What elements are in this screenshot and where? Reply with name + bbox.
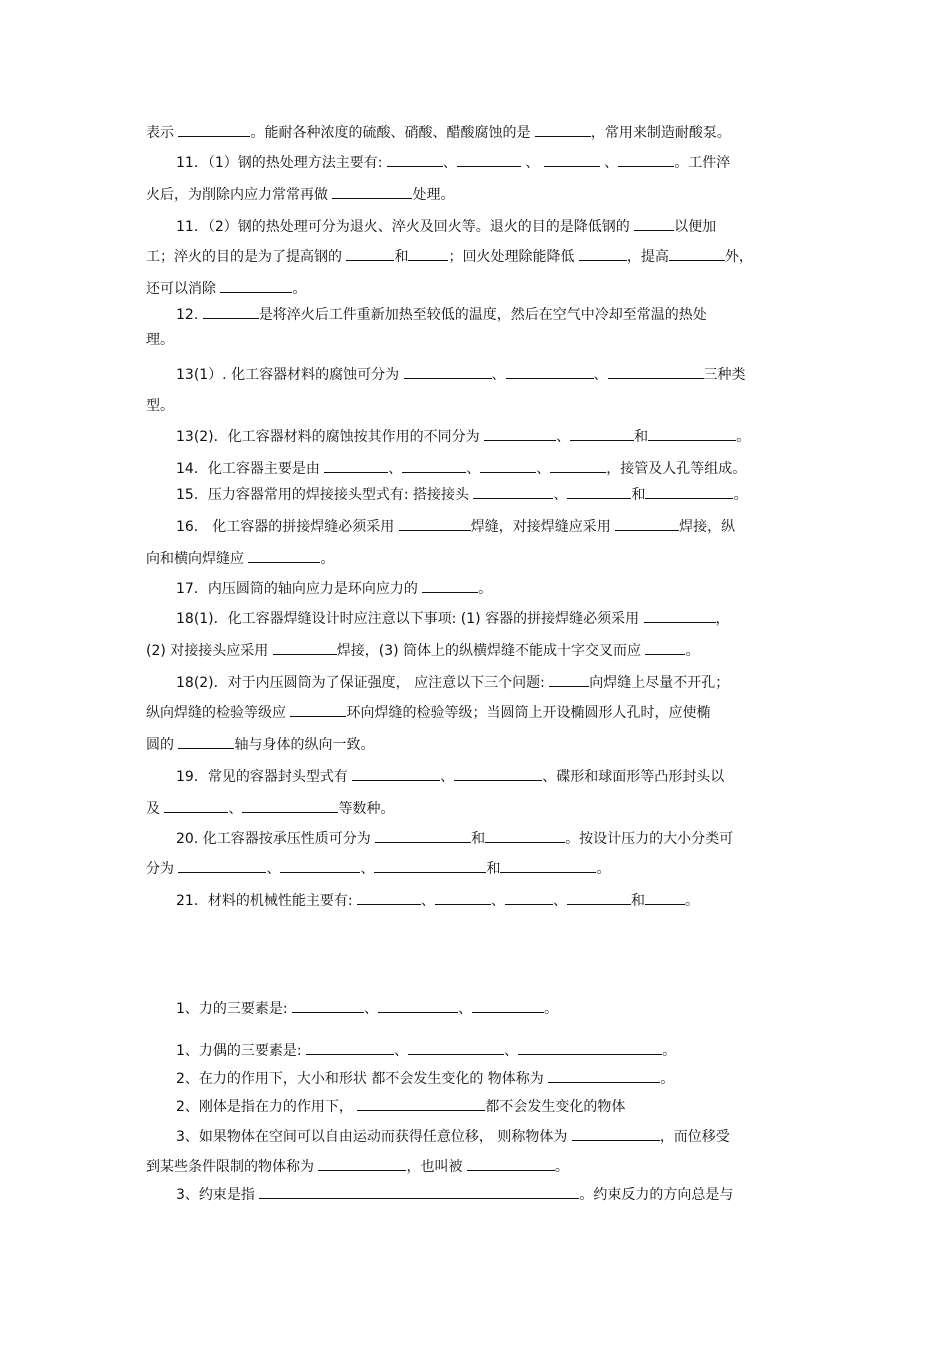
answer-blank[interactable] (387, 150, 443, 167)
line-text: 环向焊缝的检验等级；当圆筒上开设椭圆形人孔时，应使椭 (346, 705, 711, 721)
answer-blank[interactable] (273, 638, 337, 655)
line-text: 、 (599, 155, 619, 171)
answer-blank[interactable] (500, 856, 596, 873)
text-line (176, 482, 747, 506)
line-text: 。 (544, 1001, 559, 1017)
line-text: 13(1）. 化工容器材料的腐蚀可分为 (176, 367, 404, 383)
answer-blank[interactable] (220, 276, 292, 293)
line-text: 1、力偶的三要素是: (176, 1043, 307, 1059)
line-text: 还可以消除 (146, 281, 221, 297)
line-text: 和 (630, 893, 645, 909)
answer-blank[interactable] (357, 888, 421, 905)
text-line (176, 764, 724, 788)
text-line (146, 394, 174, 418)
text-line (176, 362, 746, 386)
line-text: 、 (440, 769, 455, 785)
text-line (146, 700, 710, 724)
line-text: 。 (685, 643, 700, 659)
answer-blank[interactable] (318, 1154, 406, 1171)
text-line (146, 276, 306, 300)
answer-blank[interactable] (567, 888, 631, 905)
line-text: ， (715, 611, 730, 627)
answer-blank[interactable] (518, 1038, 662, 1055)
answer-blank[interactable] (248, 546, 320, 563)
answer-blank[interactable] (378, 996, 458, 1013)
answer-blank[interactable] (404, 362, 492, 379)
line-text: ，而位移受 (659, 1129, 730, 1145)
line-text: 、 (442, 155, 457, 171)
text-line (176, 576, 492, 600)
line-text: 、 (360, 861, 375, 877)
text-line (176, 456, 746, 480)
text-line (146, 1154, 569, 1178)
line-text: 到某些条件限制的物体称为 (146, 1159, 319, 1175)
answer-blank[interactable] (485, 826, 565, 843)
text-line (146, 244, 753, 268)
answer-blank[interactable] (645, 482, 733, 499)
answer-blank[interactable] (550, 456, 606, 473)
line-text: 和 (394, 249, 409, 265)
answer-blank[interactable] (506, 362, 594, 379)
line-text: 、 (228, 801, 243, 817)
text-line (176, 514, 735, 538)
text-line (146, 796, 394, 820)
line-text: 。工件淬 (674, 155, 731, 171)
line-text: 15．压力容器常用的焊接接头型式有: 搭接接头 (176, 487, 474, 503)
answer-blank[interactable] (435, 888, 491, 905)
line-text: 向和横向焊缝应 (146, 551, 249, 567)
line-text: 。 (736, 429, 751, 445)
line-text: 等数种。 (338, 801, 395, 817)
text-line (176, 826, 733, 850)
text-line (146, 546, 334, 570)
answer-blank[interactable] (548, 1066, 660, 1083)
text-line (176, 150, 730, 174)
answer-blank[interactable] (332, 182, 412, 199)
line-text: (2) 对接接头应采用 (146, 643, 273, 659)
line-text: 和 (486, 861, 501, 877)
text-line (176, 1124, 730, 1148)
answer-blank[interactable] (375, 826, 471, 843)
line-text: 17．内压圆筒的轴向应力是环向应力的 (176, 581, 423, 597)
answer-blank[interactable] (306, 1038, 394, 1055)
answer-blank[interactable] (422, 576, 478, 593)
text-line (176, 424, 750, 448)
line-text: 。约束反力的方向总是与 (579, 1187, 734, 1203)
line-text: 、 (520, 155, 544, 171)
line-text: 20. 化工容器按承压性质可分为 (176, 831, 376, 847)
line-text: 三种类 (703, 367, 746, 383)
answer-blank[interactable] (280, 856, 360, 873)
answer-blank[interactable] (484, 424, 556, 441)
answer-blank[interactable] (473, 482, 553, 499)
text-line (176, 214, 716, 238)
line-text: 及 (146, 801, 165, 817)
text-line (176, 888, 699, 912)
answer-blank[interactable] (535, 120, 591, 137)
answer-blank[interactable] (454, 764, 542, 781)
answer-blank[interactable] (164, 796, 228, 813)
answer-blank[interactable] (292, 996, 364, 1013)
line-text: ；回火处理除能降低 (448, 249, 579, 265)
line-text: 21．材料的机械性能主要有: (176, 893, 357, 909)
line-text: 型。 (146, 398, 174, 414)
answer-blank[interactable] (570, 424, 634, 441)
answer-blank[interactable] (579, 244, 627, 261)
line-text: ，常用来制造耐酸泵。 (590, 125, 731, 141)
answer-blank[interactable] (472, 996, 544, 1013)
text-line (146, 328, 174, 352)
line-text: 19．常见的容器封头型式有 (176, 769, 353, 785)
line-text: 圆的 (146, 737, 179, 753)
line-text: 、碟形和球面形等凸形封头以 (542, 769, 725, 785)
line-text: 工；淬火的目的是为了提高钢的 (146, 249, 347, 265)
line-text: 、 (490, 893, 505, 909)
line-text: 、 (536, 461, 551, 477)
line-text: 12. (176, 307, 203, 323)
answer-blank[interactable] (615, 514, 679, 531)
answer-blank[interactable] (408, 244, 448, 261)
text-line (146, 638, 699, 662)
line-text: 2、刚体是指在力的作用下， (176, 1099, 358, 1115)
line-text: 、 (593, 367, 608, 383)
text-line (176, 1182, 733, 1206)
answer-blank[interactable] (178, 732, 234, 749)
answer-blank[interactable] (259, 1182, 579, 1199)
text-line (146, 732, 374, 756)
text-line (146, 856, 610, 880)
line-text: 焊接，(3) 筒体上的纵横焊缝不能成十字交叉而应 (336, 643, 646, 659)
line-text: 。 (596, 861, 611, 877)
text-line (176, 1094, 625, 1118)
line-text: 和 (631, 487, 646, 503)
answer-blank[interactable] (346, 244, 394, 261)
line-text: 、 (504, 1043, 519, 1059)
line-text: 、 (394, 1043, 409, 1059)
line-text: 11．（1）钢的热处理方法主要有: (176, 155, 387, 171)
answer-blank[interactable] (618, 150, 674, 167)
line-text: 18(1)．化工容器焊缝设计时应注意以下事项: (1) 容器的拼接焊缝必须采用 (176, 611, 644, 627)
line-text: 。按设计压力的大小分类可 (565, 831, 734, 847)
line-text: 纵向焊缝的检验等级应 (146, 705, 291, 721)
line-text: 16． 化工容器的拼接焊缝必须采用 (176, 519, 399, 535)
answer-blank[interactable] (645, 888, 685, 905)
answer-blank[interactable] (505, 888, 553, 905)
answer-blank[interactable] (374, 856, 486, 873)
line-text: 。 (554, 1159, 569, 1175)
line-text: 焊缝，对接焊缝应采用 (470, 519, 616, 535)
text-line (176, 302, 707, 326)
line-text: 、 (364, 1001, 379, 1017)
answer-blank[interactable] (634, 214, 674, 231)
answer-blank[interactable] (178, 856, 266, 873)
line-text: 焊接，纵 (679, 519, 736, 535)
text-line (176, 1066, 674, 1090)
line-text: 轴与身体的纵向一致。 (234, 737, 375, 753)
line-text: 以便加 (674, 219, 717, 235)
line-text: 。能耐各种浓度的硫酸、硝酸、醋酸腐蚀的是 (250, 125, 535, 141)
line-text: 3、如果物体在空间可以自由运动而获得任意位移， 则称物体为 (176, 1129, 572, 1145)
answer-blank[interactable] (408, 1038, 504, 1055)
line-text: 都不会发生变化的物体 (485, 1099, 626, 1115)
line-text: ，也叫被 (406, 1159, 467, 1175)
text-line (176, 1038, 676, 1062)
line-text: 、 (388, 461, 403, 477)
line-text: 和 (634, 429, 649, 445)
text-line (146, 182, 454, 206)
answer-blank[interactable] (242, 796, 338, 813)
line-text: 。 (684, 893, 699, 909)
line-text: 外， (724, 249, 753, 265)
answer-blank[interactable] (399, 514, 471, 531)
line-text: 。 (733, 487, 748, 503)
line-text: 表示 (146, 125, 179, 141)
line-text: ，接管及人孔等组成。 (606, 461, 747, 477)
line-text: 理。 (146, 332, 174, 348)
answer-blank[interactable] (178, 120, 250, 137)
line-text: 2、在力的作用下，大小和形状 都不会发生变化的 物体称为 (176, 1071, 549, 1087)
line-text: 和 (471, 831, 486, 847)
answer-blank[interactable] (324, 456, 388, 473)
line-text: 处理。 (412, 187, 455, 203)
text-line (176, 996, 558, 1020)
answer-blank[interactable] (480, 456, 536, 473)
line-text: 11．（2）钢的热处理可分为退火、淬火及回火等。退火的目的是降低钢的 (176, 219, 635, 235)
line-text: 、 (491, 367, 506, 383)
line-text: 。 (292, 281, 307, 297)
line-text: 。 (662, 1043, 677, 1059)
answer-blank[interactable] (203, 302, 259, 319)
line-text: 、 (458, 1001, 473, 1017)
line-text: 分为 (146, 861, 179, 877)
line-text: 13(2)．化工容器材料的腐蚀按其作用的不同分为 (176, 429, 485, 445)
answer-blank[interactable] (402, 456, 466, 473)
answer-blank[interactable] (648, 424, 736, 441)
line-text: 14．化工容器主要是由 (176, 461, 325, 477)
text-line (176, 606, 730, 630)
line-text: 、 (556, 429, 571, 445)
line-text: 1、力的三要素是: (176, 1001, 293, 1017)
line-text: 。 (320, 551, 335, 567)
answer-blank[interactable] (645, 638, 685, 655)
answer-blank[interactable] (357, 1094, 485, 1111)
line-text: 3、约束是指 (176, 1187, 260, 1203)
line-text: 、 (266, 861, 281, 877)
answer-blank[interactable] (467, 1154, 555, 1171)
answer-blank[interactable] (644, 606, 716, 623)
line-text: ，提高 (626, 249, 669, 265)
answer-blank[interactable] (608, 362, 704, 379)
answer-blank[interactable] (352, 764, 440, 781)
line-text: 、 (420, 893, 435, 909)
line-text: 火后，为削除内应力常常再做 (146, 187, 333, 203)
line-text: 、 (466, 461, 481, 477)
line-text: 、 (553, 487, 568, 503)
answer-blank[interactable] (669, 244, 725, 261)
line-text: 是将淬火后工件重新加热至较低的温度，然后在空气中冷却至常温的热处 (258, 307, 707, 323)
line-text: 18(2)．对于内压圆筒为了保证强度， 应注意以下三个问题: (176, 675, 550, 691)
answer-blank[interactable] (457, 150, 521, 167)
answer-blank[interactable] (290, 700, 346, 717)
text-line (176, 670, 729, 694)
line-text: 、 (552, 893, 567, 909)
line-text: 。 (660, 1071, 675, 1087)
answer-blank[interactable] (549, 670, 589, 687)
text-line (146, 120, 731, 144)
answer-blank[interactable] (567, 482, 631, 499)
answer-blank[interactable] (572, 1124, 660, 1141)
line-text: 。 (478, 581, 493, 597)
line-text: 向焊缝上尽量不开孔； (589, 675, 730, 691)
answer-blank[interactable] (544, 150, 600, 167)
